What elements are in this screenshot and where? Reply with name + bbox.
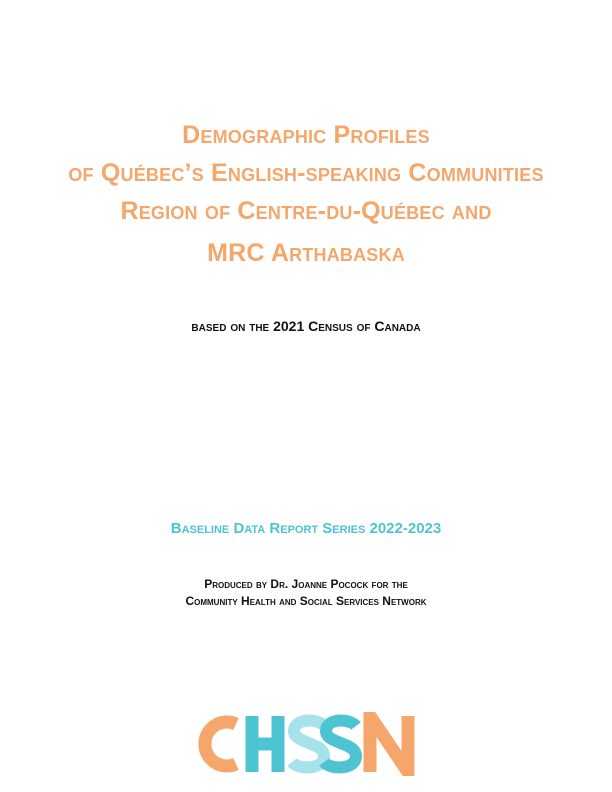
logo-letter-n <box>370 716 408 772</box>
title-line-1: Demographic Profiles <box>182 121 430 149</box>
logo-letter-c <box>205 722 236 766</box>
logo-letter-s2 <box>324 721 356 768</box>
report-series: Baseline Data Report Series 2022-2023 <box>170 520 442 537</box>
title-line-2: of Québec’s English-speaking Communities <box>68 159 544 187</box>
census-subtitle: based on the 2021 Census of Canada <box>191 318 421 334</box>
title-line-4: MRC Arthabaska <box>207 239 405 267</box>
producer-credit <box>0 576 612 610</box>
title-line-3: Region of Centre-du-Québec and <box>120 197 492 225</box>
producer-line-2: Community Health and Social Services Network <box>185 594 427 608</box>
report-title <box>0 116 612 272</box>
chssn-logo <box>196 712 420 776</box>
logo-letter-s1 <box>292 721 324 768</box>
producer-line-1: Produced by Dr. Joanne Pocock for the <box>204 577 408 591</box>
